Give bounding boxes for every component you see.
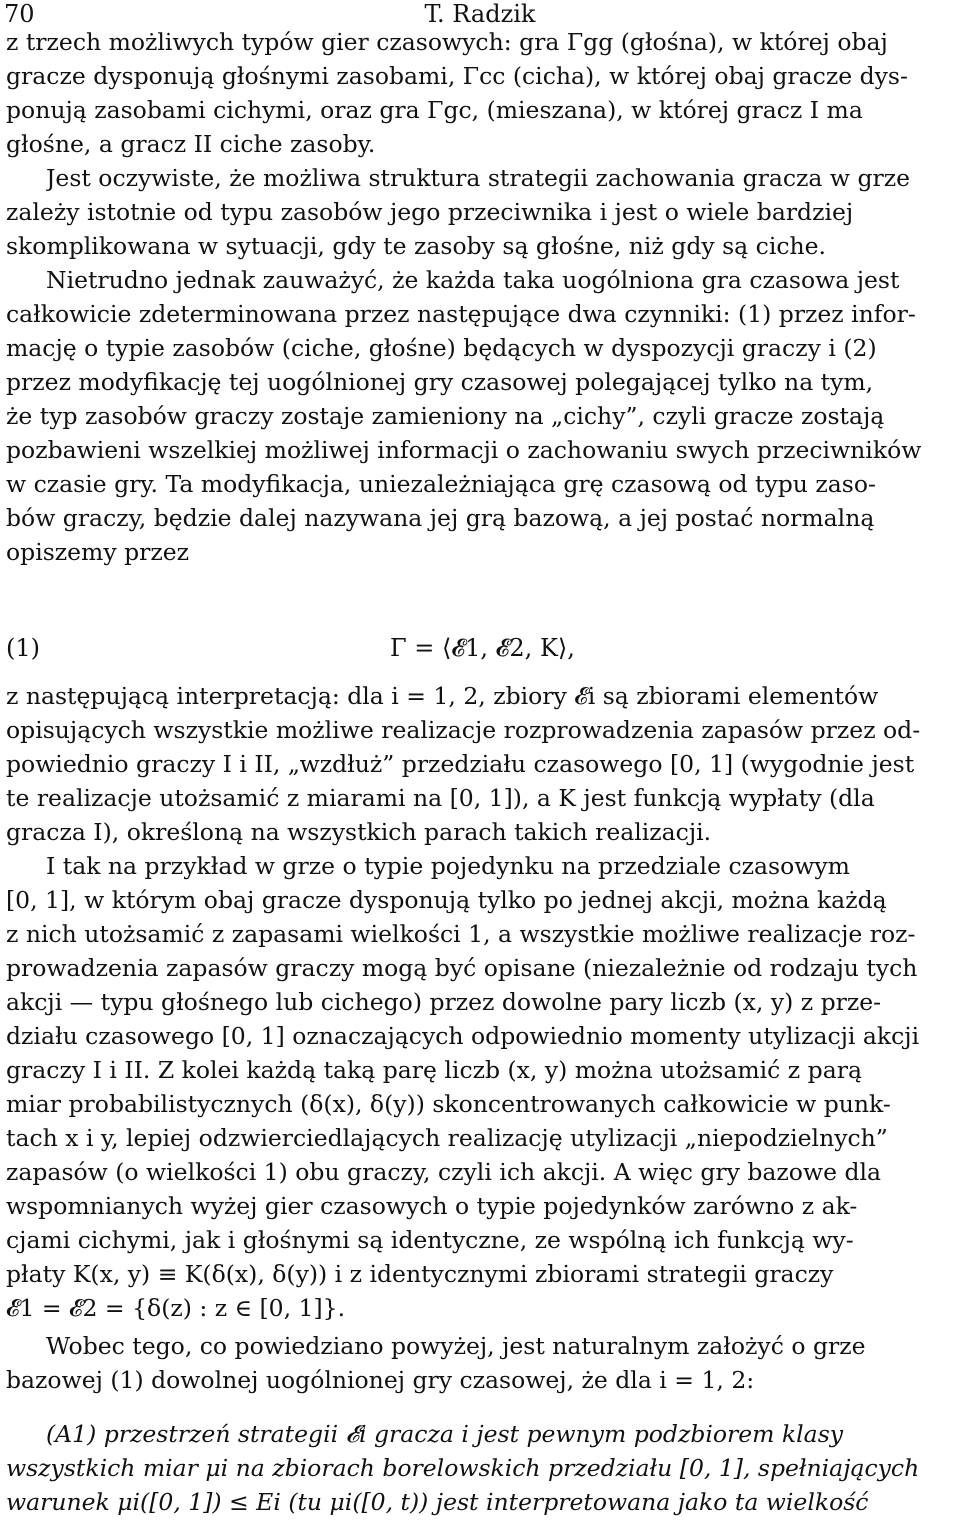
text-line: akcji — typu głośnego lub cichego) przez dowolne pary liczb (x, y) z prze- xyxy=(6,988,882,1016)
text-line: Jest oczywiste, że możliwa struktura strategii zachowania gracza w grze xyxy=(46,164,911,192)
assumption-line: wszystkich miar μi na zbiorach borelowskich przedziału [0, 1], spełniających xyxy=(6,1454,920,1482)
text-line: przez modyfikację tej uogólnionej gry czasowej polegającej tylko na tym, xyxy=(6,368,874,396)
text-line: graczy I i II. Z kolei każdą taką parę liczb (x, y) można utożsamić z parą xyxy=(6,1056,862,1084)
text-line: z nich utożsamić z zapasami wielkości 1, a wszystkie możliwe realizacje roz- xyxy=(6,920,916,948)
text-line: z następującą interpretacją: dla i = 1, 2, zbiory 𝓔i są zbiorami elementów xyxy=(6,682,879,710)
text-line: prowadzenia zapasów graczy mogą być opisane (niezależnie od rodzaju tych xyxy=(6,954,918,982)
equation xyxy=(6,630,956,670)
text-line: zależy istotnie od typu zasobów jego przeciwnika i jest o wiele bardziej xyxy=(6,198,854,226)
text-line: Wobec tego, co powiedziano powyżej, jest naturalnym założyć o grze xyxy=(46,1332,866,1360)
text-line: opisujących wszystkie możliwe realizacje rozprowadzenia zapasów przez od- xyxy=(6,716,921,744)
assumption-line: (A1) przestrzeń strategii 𝓔i gracza i jest pewnym podzbiorem klasy xyxy=(46,1420,844,1448)
text-line: bazowej (1) dowolnej uogólnionej gry czasowej, że dla i = 1, 2: xyxy=(6,1366,755,1394)
text-line: że typ zasobów graczy zostaje zamieniony na „cichy”, czyli gracze zostają xyxy=(6,402,885,430)
text-line: ponują zasobami cichymi, oraz gra Γgc, (mieszana), w której gracz I ma xyxy=(6,96,863,124)
text-line: w czasie gry. Ta modyfikacja, uniezależniająca grę czasową od typu zaso- xyxy=(6,470,876,498)
assumption-line: warunek μi([0, 1]) ≤ Ei (tu μi([0, t)) jest interpretowana jako ta wielkość xyxy=(6,1488,869,1516)
equation-number: (1) xyxy=(6,634,40,662)
text-line: opiszemy przez xyxy=(6,538,190,566)
text-line: skomplikowana w sytuacji, gdy te zasoby są głośne, niż gdy są ciche. xyxy=(6,232,827,260)
text-line: gracze dysponują głośnymi zasobami, Γcc (cicha), w której obaj gracze dys- xyxy=(6,62,908,90)
page-number: 70 xyxy=(4,0,35,28)
text-line: cjami cichymi, jak i głośnymi są identyczne, ze wspólną ich funkcją wy- xyxy=(6,1226,854,1254)
text-line: tach x i y, lepiej odzwierciedlających realizację utylizacji „niepodzielnych” xyxy=(6,1124,888,1152)
text-line: gracza I), określoną na wszystkich parach takich realizacji. xyxy=(6,818,712,846)
text-line: wspomnianych wyżej gier czasowych o typie pojedynków zarówno z ak- xyxy=(6,1192,858,1220)
text-line: powiednio graczy I i II, „wzdłuż” przedziału czasowego [0, 1] (wygodnie jest xyxy=(6,750,915,778)
equation-formula: Γ = ⟨𝓔1, 𝓔2, K⟩, xyxy=(390,634,575,662)
text-line: I tak na przykład w grze o typie pojedynku na przedziale czasowym xyxy=(46,852,850,880)
text-line: zapasów (o wielkości 1) obu graczy, czyli ich akcji. A więc gry bazowe dla xyxy=(6,1158,882,1186)
page-header xyxy=(0,0,960,28)
text-line: bów graczy, będzie dalej nazywana jej grą bazową, a jej postać normalną xyxy=(6,504,875,532)
text-line: te realizacje utożsamić z miarami na [0, 1]), a K jest funkcją wypłaty (dla xyxy=(6,784,875,812)
text-line: działu czasowego [0, 1] oznaczających odpowiednio momenty utylizacji akcji xyxy=(6,1022,920,1050)
running-head: T. Radzik xyxy=(424,0,536,28)
text-line: Nietrudno jednak zauważyć, że każda taka uogólniona gra czasowa jest xyxy=(46,266,900,294)
text-line: miar probabilistycznych (δ(x), δ(y)) skoncentrowanych całkowicie w punk- xyxy=(6,1090,891,1118)
text-line: mację o typie zasobów (ciche, głośne) będących w dyspozycji graczy i (2) xyxy=(6,334,877,362)
text-line: całkowicie zdeterminowana przez następujące dwa czynniki: (1) przez infor- xyxy=(6,300,916,328)
text-line: płaty K(x, y) ≡ K(δ(x), δ(y)) i z identycznymi zbiorami strategii graczy xyxy=(6,1260,834,1288)
text-line: z trzech możliwych typów gier czasowych: gra Γgg (głośna), w której obaj xyxy=(6,28,888,56)
text-line: 𝓔1 = 𝓔2 = {δ(z) : z ∈ [0, 1]}. xyxy=(6,1294,346,1322)
text-line: pozbawieni wszelkiej możliwej informacji o zachowaniu swych przeciwników xyxy=(6,436,922,464)
text-line: [0, 1], w którym obaj gracze dysponują tylko po jednej akcji, można każdą xyxy=(6,886,887,914)
text-line: głośne, a gracz II ciche zasoby. xyxy=(6,130,376,158)
